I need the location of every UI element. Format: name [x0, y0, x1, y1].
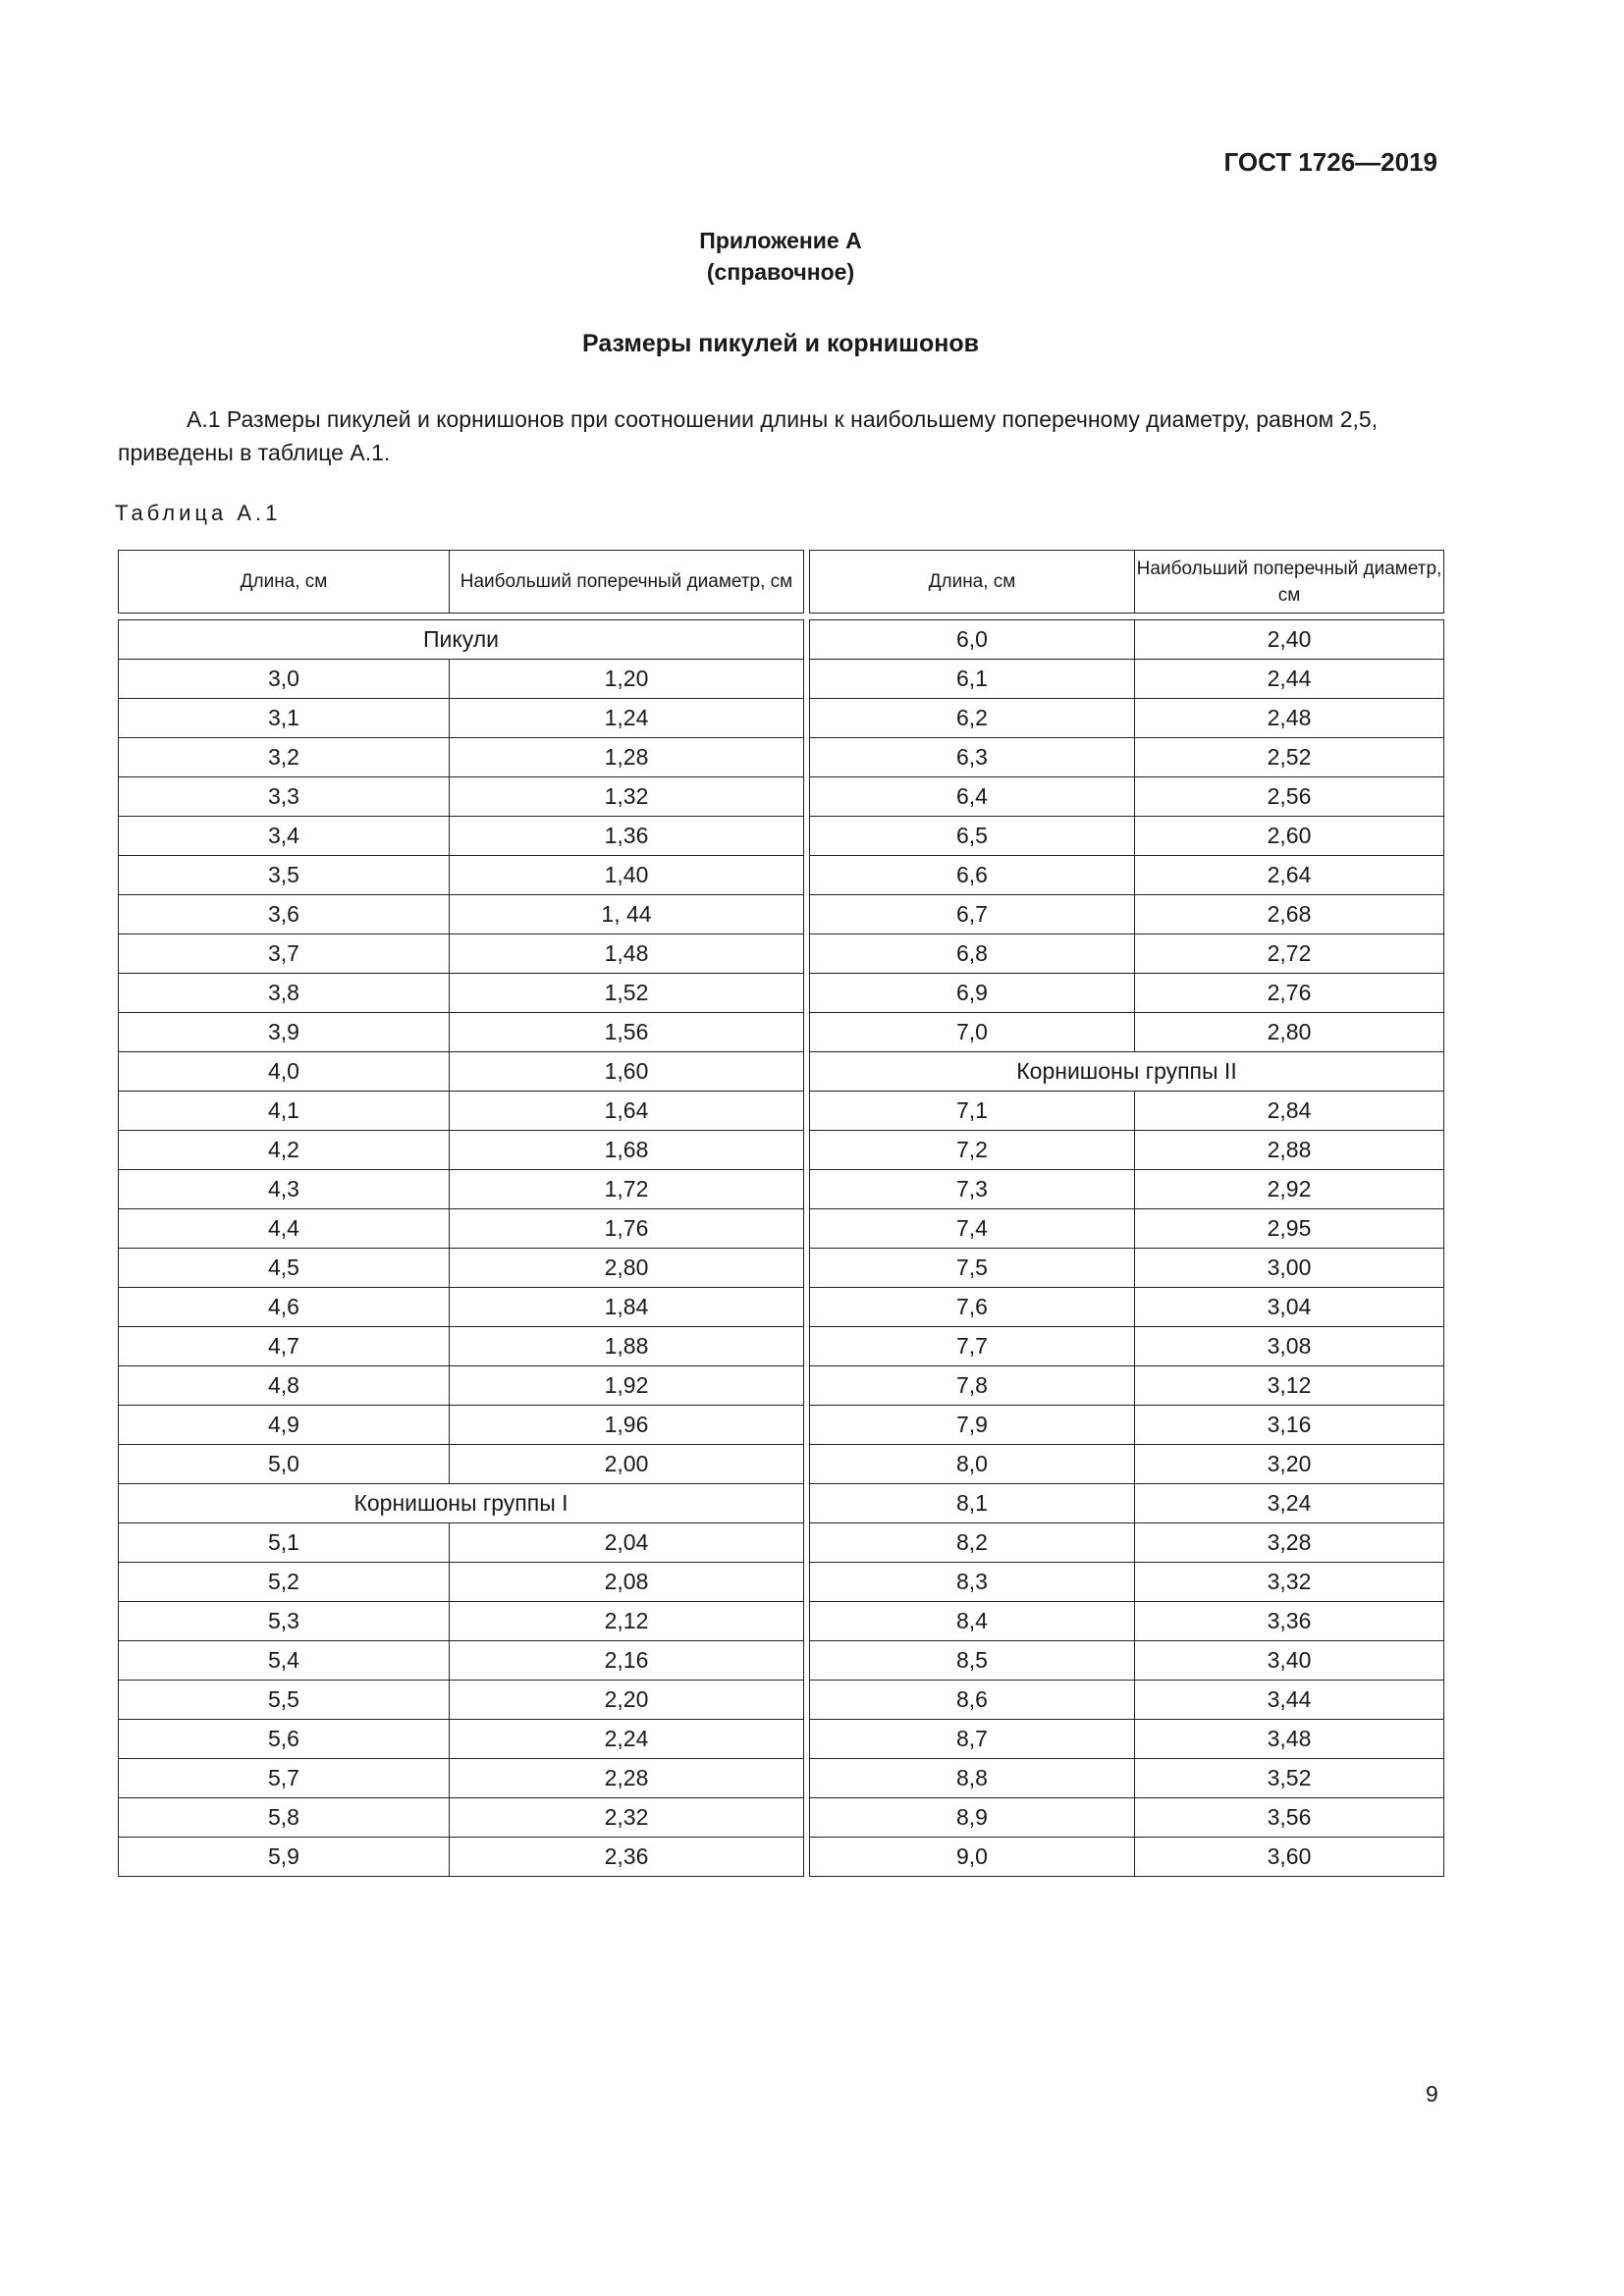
table-row: [119, 1563, 804, 1602]
group-row: [810, 1052, 1444, 1092]
diameter-cell: 1, 44: [450, 895, 804, 934]
length-cell: 3,5: [119, 856, 450, 895]
table-row: [810, 1170, 1444, 1209]
diameter-cell: 3,12: [1135, 1366, 1444, 1406]
diameter-cell: 2,95: [1135, 1209, 1444, 1249]
diameter-cell: 2,84: [1135, 1092, 1444, 1131]
diameter-cell: 2,68: [1135, 895, 1444, 934]
diameter-cell: 2,36: [450, 1838, 804, 1877]
diameter-cell: 1,60: [450, 1052, 804, 1092]
length-cell: 8,8: [810, 1759, 1135, 1798]
table-row: [119, 660, 804, 699]
table-row: [119, 1798, 804, 1838]
table-row: [119, 1366, 804, 1406]
table-row: [810, 1209, 1444, 1249]
diameter-cell: 3,56: [1135, 1798, 1444, 1838]
diameter-cell: 3,36: [1135, 1602, 1444, 1641]
table-row: [810, 1602, 1444, 1641]
table-row: [810, 1838, 1444, 1877]
table-caption: Таблица А.1: [115, 501, 282, 525]
diameter-cell: 1,24: [450, 699, 804, 738]
table-row: [810, 1759, 1444, 1798]
length-cell: 7,8: [810, 1366, 1135, 1406]
table-row: [119, 974, 804, 1013]
diameter-cell: 1,76: [450, 1209, 804, 1249]
length-cell: 3,9: [119, 1013, 450, 1052]
diameter-cell: 2,60: [1135, 817, 1444, 856]
length-cell: 7,5: [810, 1249, 1135, 1288]
diameter-cell: 1,96: [450, 1406, 804, 1445]
length-cell: 6,6: [810, 856, 1135, 895]
table-row: [810, 934, 1444, 974]
diameter-cell: 2,88: [1135, 1131, 1444, 1170]
diameter-cell: 1,20: [450, 660, 804, 699]
length-cell: 6,0: [810, 620, 1135, 660]
table-row: [119, 1720, 804, 1759]
diameter-cell: 2,44: [1135, 660, 1444, 699]
table-row: [810, 699, 1444, 738]
length-cell: 4,2: [119, 1131, 450, 1170]
table-row: [810, 738, 1444, 777]
table-header-row: [810, 551, 1444, 614]
appendix-subtitle: (справочное): [706, 259, 855, 285]
diameter-cell: 2,16: [450, 1641, 804, 1681]
group-pickles: Пикули: [119, 620, 804, 660]
length-cell: 5,8: [119, 1798, 450, 1838]
length-cell: 4,3: [119, 1170, 450, 1209]
diameter-cell: 3,48: [1135, 1720, 1444, 1759]
table-row: [810, 1798, 1444, 1838]
group-gherkins-1: Корнишоны группы I: [119, 1484, 804, 1523]
table-row: [810, 1327, 1444, 1366]
group-row: [119, 1484, 804, 1523]
diameter-cell: 2,20: [450, 1681, 804, 1720]
table-row: [119, 777, 804, 817]
length-cell: 7,0: [810, 1013, 1135, 1052]
diameter-cell: 2,08: [450, 1563, 804, 1602]
table-row: [119, 1092, 804, 1131]
length-cell: 5,5: [119, 1681, 450, 1720]
table-row: [119, 1249, 804, 1288]
diameter-cell: 3,20: [1135, 1445, 1444, 1484]
table-row: [810, 1484, 1444, 1523]
appendix-title: Приложение А: [699, 228, 862, 253]
page-number: 9: [1426, 2081, 1438, 2107]
length-cell: 3,4: [119, 817, 450, 856]
table-row: [810, 1366, 1444, 1406]
length-cell: 4,5: [119, 1249, 450, 1288]
table-row: [810, 1563, 1444, 1602]
length-cell: 6,1: [810, 660, 1135, 699]
group-row: [119, 620, 804, 660]
diameter-cell: 1,68: [450, 1131, 804, 1170]
length-cell: 7,3: [810, 1170, 1135, 1209]
diameter-cell: 1,36: [450, 817, 804, 856]
table-row: [810, 1406, 1444, 1445]
length-cell: 9,0: [810, 1838, 1135, 1877]
table-row: [810, 620, 1444, 660]
table-row: [810, 1288, 1444, 1327]
table-left-half: [118, 550, 804, 1877]
diameter-cell: 3,52: [1135, 1759, 1444, 1798]
diameter-cell: 2,48: [1135, 699, 1444, 738]
length-cell: 8,7: [810, 1720, 1135, 1759]
diameter-cell: 2,80: [450, 1249, 804, 1288]
diameter-cell: 3,28: [1135, 1523, 1444, 1563]
length-cell: 6,9: [810, 974, 1135, 1013]
table-row: [810, 856, 1444, 895]
table-right-half: [809, 550, 1444, 1877]
length-cell: 4,1: [119, 1092, 450, 1131]
length-cell: 6,2: [810, 699, 1135, 738]
diameter-cell: 3,08: [1135, 1327, 1444, 1366]
diameter-cell: 2,40: [1135, 620, 1444, 660]
header-length: Длина, см: [119, 551, 450, 614]
diameter-cell: 3,32: [1135, 1563, 1444, 1602]
header-diameter: Наибольший поперечный диаметр, см: [450, 551, 804, 614]
diameter-cell: 3,24: [1135, 1484, 1444, 1523]
diameter-cell: 3,40: [1135, 1641, 1444, 1681]
length-cell: 5,0: [119, 1445, 450, 1484]
length-cell: 3,7: [119, 934, 450, 974]
diameter-cell: 2,24: [450, 1720, 804, 1759]
length-cell: 5,3: [119, 1602, 450, 1641]
length-cell: 3,6: [119, 895, 450, 934]
diameter-cell: 2,28: [450, 1759, 804, 1798]
table-row: [119, 1681, 804, 1720]
length-cell: 4,0: [119, 1052, 450, 1092]
table-row: [810, 777, 1444, 817]
table-row: [119, 1523, 804, 1563]
table-row: [119, 1131, 804, 1170]
table-row: [810, 1092, 1444, 1131]
section-title: Размеры пикулей и корнишонов: [581, 330, 979, 357]
table-row: [810, 1720, 1444, 1759]
length-cell: 3,2: [119, 738, 450, 777]
table-row: [810, 974, 1444, 1013]
length-cell: 5,4: [119, 1641, 450, 1681]
table-row: [119, 895, 804, 934]
table-row: [810, 1013, 1444, 1052]
length-cell: 5,9: [119, 1838, 450, 1877]
diameter-cell: 3,04: [1135, 1288, 1444, 1327]
diameter-cell: 2,72: [1135, 934, 1444, 974]
length-cell: 7,1: [810, 1092, 1135, 1131]
table-row: [119, 1838, 804, 1877]
length-cell: 5,7: [119, 1759, 450, 1798]
table-row: [119, 1327, 804, 1366]
length-cell: 3,8: [119, 974, 450, 1013]
length-cell: 7,9: [810, 1406, 1135, 1445]
length-cell: 8,0: [810, 1445, 1135, 1484]
diameter-cell: 3,60: [1135, 1838, 1444, 1877]
table-row: [810, 895, 1444, 934]
length-cell: 4,4: [119, 1209, 450, 1249]
length-cell: 6,3: [810, 738, 1135, 777]
diameter-cell: 2,00: [450, 1445, 804, 1484]
diameter-cell: 1,64: [450, 1092, 804, 1131]
diameter-cell: 2,52: [1135, 738, 1444, 777]
length-cell: 7,4: [810, 1209, 1135, 1249]
table-row: [810, 660, 1444, 699]
length-cell: 5,2: [119, 1563, 450, 1602]
length-cell: 4,7: [119, 1327, 450, 1366]
table-row: [119, 699, 804, 738]
length-cell: 5,6: [119, 1720, 450, 1759]
length-cell: 3,3: [119, 777, 450, 817]
table-row: [810, 1681, 1444, 1720]
length-cell: 6,4: [810, 777, 1135, 817]
length-cell: 8,3: [810, 1563, 1135, 1602]
diameter-cell: 1,88: [450, 1327, 804, 1366]
length-cell: 8,4: [810, 1602, 1135, 1641]
table-row: [810, 1641, 1444, 1681]
diameter-cell: 1,92: [450, 1366, 804, 1406]
length-cell: 8,2: [810, 1523, 1135, 1563]
table-row: [119, 1052, 804, 1092]
table-row: [119, 1641, 804, 1681]
table-row: [119, 1170, 804, 1209]
table-row: [810, 1445, 1444, 1484]
diameter-cell: 3,00: [1135, 1249, 1444, 1288]
length-cell: 8,6: [810, 1681, 1135, 1720]
length-cell: 8,9: [810, 1798, 1135, 1838]
length-cell: 3,1: [119, 699, 450, 738]
standard-code: ГОСТ 1726—2019: [1223, 147, 1437, 177]
table-row: [810, 817, 1444, 856]
diameter-cell: 3,16: [1135, 1406, 1444, 1445]
length-cell: 6,8: [810, 934, 1135, 974]
diameter-cell: 2,92: [1135, 1170, 1444, 1209]
length-cell: 6,7: [810, 895, 1135, 934]
table-header-row: [119, 551, 804, 614]
header-diameter: Наибольший поперечный диаметр, см: [1135, 551, 1444, 614]
table-row: [119, 934, 804, 974]
diameter-cell: 2,76: [1135, 974, 1444, 1013]
diameter-cell: 2,56: [1135, 777, 1444, 817]
table-row: [119, 1209, 804, 1249]
diameter-cell: 2,12: [450, 1602, 804, 1641]
diameter-cell: 2,64: [1135, 856, 1444, 895]
table-row: [119, 817, 804, 856]
diameter-cell: 3,44: [1135, 1681, 1444, 1720]
table-row: [119, 1406, 804, 1445]
table-row: [119, 1013, 804, 1052]
diameter-cell: 2,32: [450, 1798, 804, 1838]
diameter-cell: 1,40: [450, 856, 804, 895]
diameter-cell: 1,48: [450, 934, 804, 974]
table-row: [119, 1602, 804, 1641]
length-cell: 8,5: [810, 1641, 1135, 1681]
length-cell: 6,5: [810, 817, 1135, 856]
table-row: [810, 1249, 1444, 1288]
table-row: [810, 1523, 1444, 1563]
length-cell: 8,1: [810, 1484, 1135, 1523]
diameter-cell: 1,28: [450, 738, 804, 777]
table-row: [119, 1288, 804, 1327]
length-cell: 4,9: [119, 1406, 450, 1445]
diameter-cell: 2,04: [450, 1523, 804, 1563]
length-cell: 7,6: [810, 1288, 1135, 1327]
diameter-cell: 1,52: [450, 974, 804, 1013]
table-row: [119, 738, 804, 777]
table-row: [810, 1131, 1444, 1170]
length-cell: 4,8: [119, 1366, 450, 1406]
diameter-cell: 1,84: [450, 1288, 804, 1327]
table-row: [119, 1759, 804, 1798]
length-cell: 3,0: [119, 660, 450, 699]
diameter-cell: 1,72: [450, 1170, 804, 1209]
length-cell: 7,2: [810, 1131, 1135, 1170]
table-row: [119, 1445, 804, 1484]
table-row: [119, 856, 804, 895]
length-cell: 4,6: [119, 1288, 450, 1327]
length-cell: 7,7: [810, 1327, 1135, 1366]
diameter-cell: 1,56: [450, 1013, 804, 1052]
diameter-cell: 1,32: [450, 777, 804, 817]
group-gherkins-2: Корнишоны группы II: [810, 1052, 1444, 1092]
header-length: Длина, см: [810, 551, 1135, 614]
length-cell: 5,1: [119, 1523, 450, 1563]
diameter-cell: 2,80: [1135, 1013, 1444, 1052]
paragraph-a1: А.1 Размеры пикулей и корнишонов при соотношении длины к наибольшему поперечному диаметру, равном 2,5, приведены в таблице А.1.: [118, 406, 1379, 465]
